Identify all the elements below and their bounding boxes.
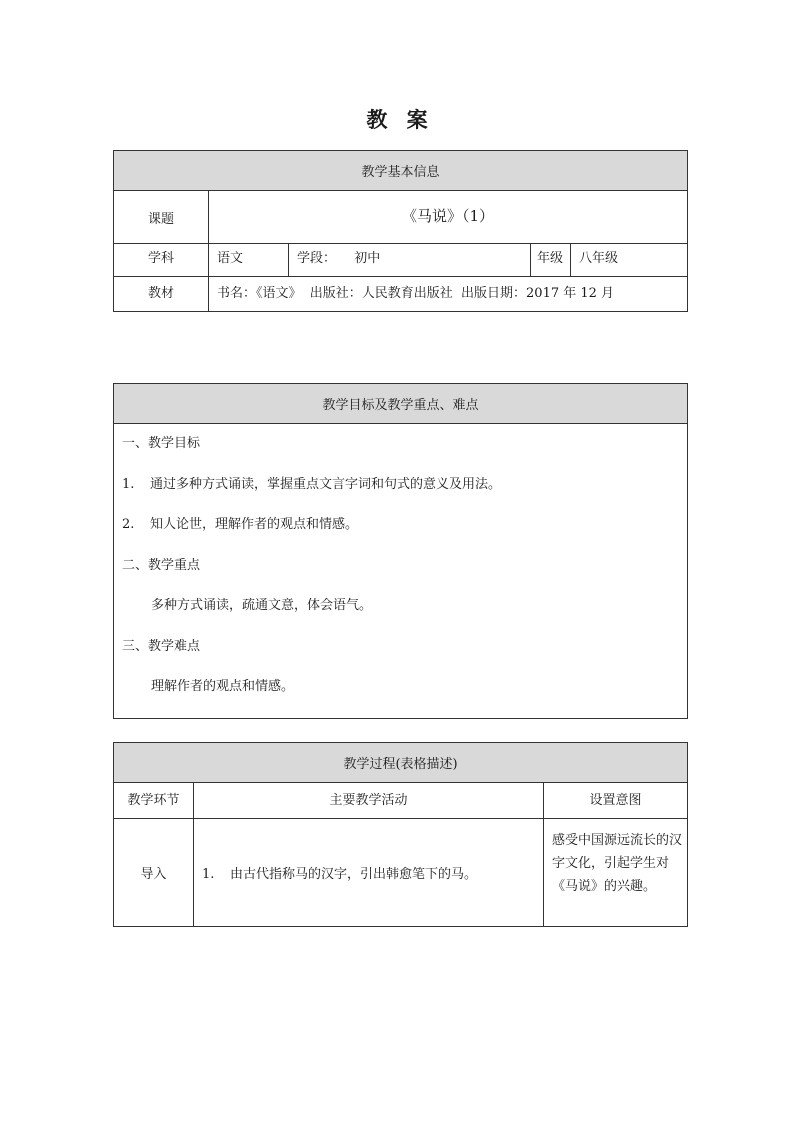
key-point-section-title: 二、教学重点 bbox=[122, 557, 201, 573]
subject-value: 语文 bbox=[209, 244, 289, 277]
difficulty-text: 理解作者的观点和情感。 bbox=[151, 679, 295, 694]
objective-item-text: 知人论世，理解作者的观点和情感。 bbox=[150, 517, 359, 532]
basic-info-header: 教学基本信息 bbox=[114, 151, 688, 191]
objective-item bbox=[122, 515, 679, 556]
basic-info-table bbox=[113, 150, 688, 312]
document-title: 教 案 bbox=[366, 108, 434, 132]
textbook-value: 书名：《语文》 出版社：人民教育出版社 出版日期：2017 年 12 月 bbox=[209, 277, 688, 312]
column-header-stage: 教学环节 bbox=[114, 783, 194, 819]
key-point-text: 多种方式诵读，疏通文意，体会语气。 bbox=[151, 598, 373, 613]
objective-item bbox=[122, 475, 679, 516]
grade-value: 八年级 bbox=[571, 244, 688, 277]
objectives-header: 教学目标及教学重点、难点 bbox=[114, 384, 688, 424]
stage-label: 学段： bbox=[297, 251, 337, 266]
objective-item-number: 2. bbox=[122, 517, 135, 532]
column-header-intent: 设置意图 bbox=[544, 783, 688, 819]
difficulty-section-title: 三、教学难点 bbox=[122, 638, 201, 654]
objective-item-number: 1. bbox=[122, 476, 135, 492]
objectives-body bbox=[114, 424, 688, 719]
process-stage: 导入 bbox=[114, 819, 194, 927]
topic-label: 课题 bbox=[114, 191, 209, 244]
topic-value: 《马说》（1） bbox=[209, 191, 688, 244]
objectives-table bbox=[113, 383, 688, 719]
process-activity-number: 1. bbox=[202, 867, 215, 882]
subject-label: 学科 bbox=[114, 244, 209, 277]
process-activity bbox=[194, 819, 544, 927]
process-intent: 感受中国源远流长的汉字文化，引起学生对《马说》的兴趣。 bbox=[544, 819, 688, 927]
process-activity-text: 由古代指称马的汉字，引出韩愈笔下的马。 bbox=[230, 867, 478, 882]
textbook-label: 教材 bbox=[114, 277, 209, 312]
table-row bbox=[114, 819, 688, 927]
stage-cell bbox=[289, 244, 531, 277]
column-header-activity: 主要教学活动 bbox=[194, 783, 544, 819]
process-table bbox=[113, 742, 688, 927]
process-header: 教学过程(表格描述) bbox=[114, 743, 688, 783]
stage-value: 初中 bbox=[354, 251, 381, 266]
grade-label: 年级 bbox=[531, 244, 571, 277]
objectives-section-title: 一、教学目标 bbox=[122, 436, 201, 451]
objective-item-text: 通过多种方式诵读，掌握重点文言字词和句式的意义及用法。 bbox=[150, 476, 502, 492]
